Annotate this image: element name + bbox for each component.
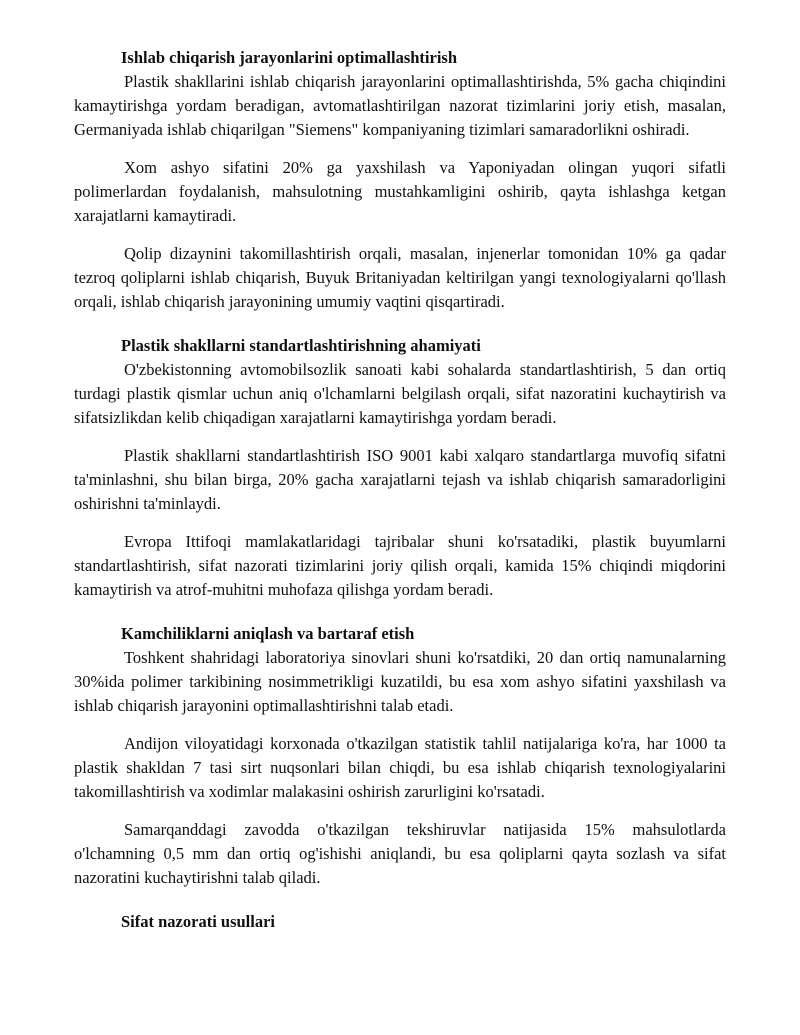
paragraph: Evropa Ittifoqi mamlakatlaridagi tajribalar shuni ko'rsatadiki, plastik buyumlarni standartlashtirish, sifat nazorati tizimlarini joriy qilish orqali, kamida 15% chiqindi miqdorini kamaytirish va atrof-muhitni muhofaza qilishga yordam beradi. [74, 532, 726, 599]
paragraph: Andijon viloyatidagi korxonada o'tkazilgan statistik tahlil natijalariga ko'ra, har 1000 ta plastik shakldan 7 tasi sirt nuqsonlari bilan chiqdi, bu esa ishlab chiqarish texnologiyalarini takomillashtirish va xodimlar malakasini oshirish zarurligini ko'rsatadi. [74, 734, 726, 801]
paragraph: Plastik shakllarini ishlab chiqarish jarayonlarini optimallashtirishda, 5% gacha chiqindini kamaytirishga yordam beradigan, avtomatlashtirilgan nazorat tizimlarini joriy etish, masalan, Germaniyada ishlab chiqarilgan "Siemens" kompaniyaning tizimlari samaradorlikni oshiradi. [74, 72, 726, 139]
section-heading: Sifat nazorati usullari [121, 912, 276, 931]
section-heading: Ishlab chiqarish jarayonlarini optimallashtirish [121, 48, 458, 67]
paragraph: O'zbekistonning avtomobilsozlik sanoati kabi sohalarda standartlashtirish, 5 dan ortiq turdagi plastik qismlar uchun aniq o'lchamlarni belgilash orqali, sifat nazoratini kuchaytirish va sifatsizlikdan kelib chiqadigan xarajatlarni kamaytirishga yordam beradi. [74, 360, 726, 427]
section-optimization [74, 46, 726, 314]
section-quality-control [74, 910, 726, 934]
section-heading: Plastik shakllarni standartlashtirishning ahamiyati [121, 336, 481, 355]
section-standardization [74, 334, 726, 602]
paragraph: Plastik shakllarni standartlashtirish ISO 9001 kabi xalqaro standartlarga muvofiq sifatni ta'minlashni, shu bilan birga, 20% gacha xarajatlarni tejash va ishlab chiqarish samaradorligini oshirishni ta'minlaydi. [74, 446, 726, 513]
document-page [74, 46, 726, 940]
paragraph: Samarqanddagi zavodda o'tkazilgan tekshiruvlar natijasida 15% mahsulotlarda o'lchamning 0,5 mm dan ortiq og'ishishi aniqlandi, bu esa qoliplarni qayta sozlash va sifat nazoratini kuchaytirishni talab qiladi. [74, 820, 726, 887]
paragraph: Qolip dizaynini takomillashtirish orqali, masalan, injenerlar tomonidan 10% ga qadar tezroq qoliplarni ishlab chiqarish, Buyuk Britaniyadan keltirilgan yangi texnologiyalarni qo'llash orqali, ishlab chiqarish jarayonining umumiy vaqtini qisqartiradi. [74, 244, 726, 311]
section-heading: Kamchiliklarni aniqlash va bartaraf etish [121, 624, 415, 643]
section-defects [74, 622, 726, 890]
paragraph: Xom ashyo sifatini 20% ga yaxshilash va Yaponiyadan olingan yuqori sifatli polimerlardan foydalanish, mahsulotning mustahkamligini oshirib, qayta ishlashga ketgan xarajatlarni kamaytiradi. [74, 158, 726, 225]
paragraph: Toshkent shahridagi laboratoriya sinovlari shuni ko'rsatdiki, 20 dan ortiq namunalarning 30%ida polimer tarkibining nosimmetrikligi kuzatildi, bu esa xom ashyo sifatini yaxshilash va ishlab chiqarish jarayonini optimallashtirishni talab etadi. [74, 648, 726, 715]
